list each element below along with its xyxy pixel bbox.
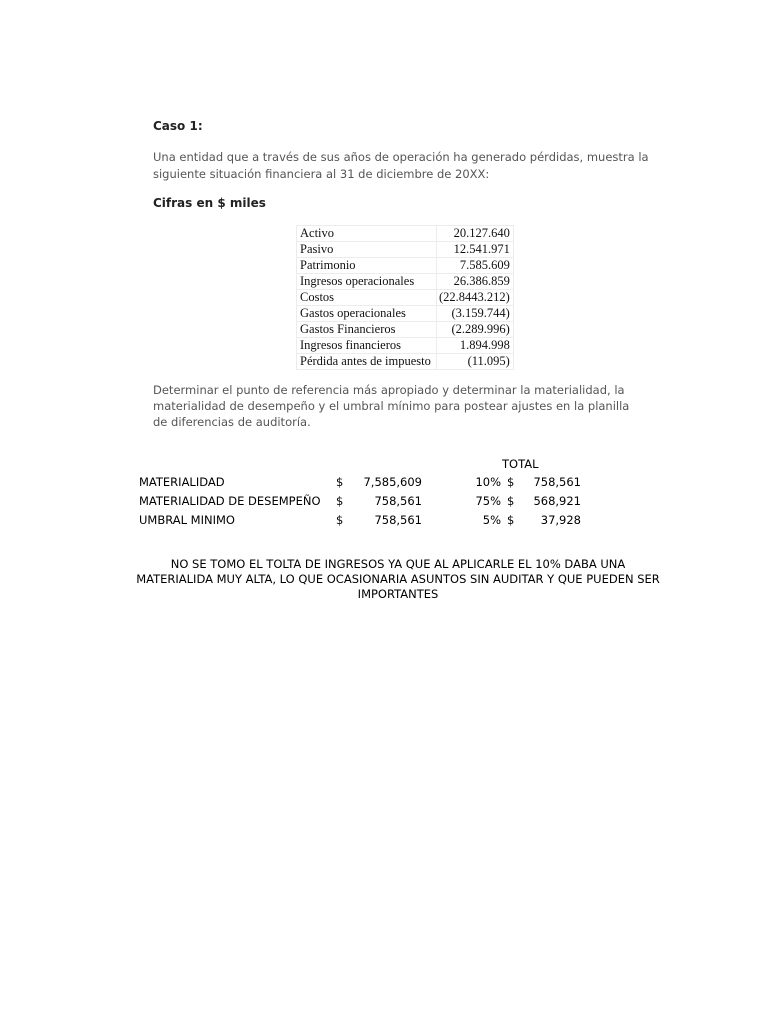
percentage: 10% — [475, 475, 501, 489]
percentage: 75% — [475, 494, 501, 508]
currency-symbol: $ — [507, 513, 515, 527]
row-value: 1.894.998 — [437, 338, 514, 354]
row-label: Pérdida antes de impuesto — [297, 354, 437, 370]
row-value: (11.095) — [437, 354, 514, 370]
table-row — [297, 322, 514, 338]
figures-label: Cifras en $ miles — [153, 196, 266, 210]
base-amount: 7,585,609 — [363, 475, 422, 489]
row-value: 12.541.971 — [437, 242, 514, 258]
financial-table — [296, 225, 514, 370]
base-amount: 758,561 — [374, 513, 422, 527]
row-label: Ingresos operacionales — [297, 274, 437, 290]
conclusion-note: NO SE TOMO EL TOLTA DE INGRESOS YA QUE AL APLICARLE EL 10% DABA UNA MATERIALIDA MUY ALTA, LO QUE OCASIONARIA ASUNTOS SIN AUDITAR Y QUE PUEDEN SER IMPORTANTES — [136, 557, 660, 601]
row-label: Gastos Financieros — [297, 322, 437, 338]
row-value: (3.159.744) — [437, 306, 514, 322]
row-label: Patrimonio — [297, 258, 437, 274]
table-row — [297, 226, 514, 242]
case-instructions: Determinar el punto de referencia más apropiado y determinar la materialidad, la materialidad de desempeño y el umbral mínimo para postear ajustes en la planilla de diferencias de auditoría. — [153, 383, 630, 429]
result-amount: 758,561 — [533, 475, 581, 489]
result-amount: 568,921 — [533, 494, 581, 508]
case-intro: Una entidad que a través de sus años de operación ha generado pérdidas, muestra la siguiente situación financiera al 31 de diciembre de 20XX: — [153, 150, 649, 181]
table-row — [297, 258, 514, 274]
result-amount: 37,928 — [540, 513, 581, 527]
table-row — [297, 274, 514, 290]
calc-label: MATERIALIDAD DE DESEMPEÑO — [139, 494, 321, 508]
row-label: Costos — [297, 290, 437, 306]
currency-symbol: $ — [507, 475, 515, 489]
calc-label: UMBRAL MINIMO — [139, 513, 235, 527]
table-row — [297, 242, 514, 258]
row-value: 26.386.859 — [437, 274, 514, 290]
calc-row-umbral-minimo — [139, 513, 599, 531]
row-value: (22.8443.212) — [437, 290, 514, 306]
currency-symbol: $ — [336, 494, 344, 508]
row-label: Activo — [297, 226, 437, 242]
calc-row-materialidad — [139, 475, 599, 493]
percentage: 5% — [482, 513, 501, 527]
total-header: TOTAL — [502, 457, 539, 471]
row-label: Gastos operacionales — [297, 306, 437, 322]
calc-row-materialidad-desempeno — [139, 494, 599, 512]
case-title: Caso 1: — [153, 119, 203, 133]
base-amount: 758,561 — [374, 494, 422, 508]
row-value: (2.289.996) — [437, 322, 514, 338]
currency-symbol: $ — [336, 475, 344, 489]
row-value: 20.127.640 — [437, 226, 514, 242]
row-label: Ingresos financieros — [297, 338, 437, 354]
table-row — [297, 338, 514, 354]
table-row — [297, 290, 514, 306]
table-row — [297, 354, 514, 370]
row-label: Pasivo — [297, 242, 437, 258]
currency-symbol: $ — [336, 513, 344, 527]
row-value: 7.585.609 — [437, 258, 514, 274]
calc-label: MATERIALIDAD — [139, 475, 225, 489]
table-row — [297, 306, 514, 322]
currency-symbol: $ — [507, 494, 515, 508]
